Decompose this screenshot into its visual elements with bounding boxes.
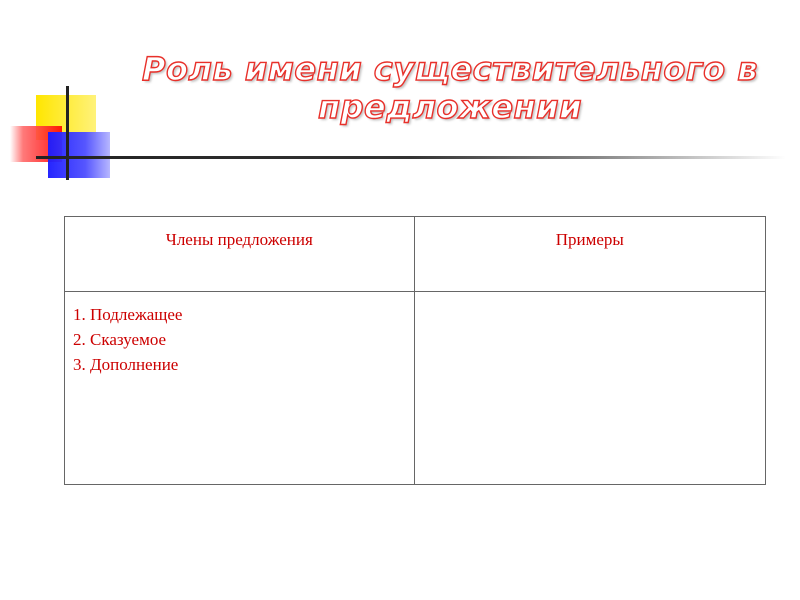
vertical-rule-decoration (66, 86, 69, 180)
blue-square-decoration (48, 132, 110, 178)
horizontal-rule-decoration (36, 156, 786, 159)
members-cell (65, 292, 415, 485)
examples-cell (414, 292, 765, 485)
table-row (65, 292, 766, 485)
slide-title-line-2: предложении (318, 88, 582, 126)
table-header-row (65, 217, 766, 292)
sentence-members-table (64, 216, 766, 485)
header-cell-examples (414, 217, 765, 292)
header-examples-label: Примеры (555, 230, 624, 249)
list-item-object: 3. Дополнение (73, 355, 179, 374)
members-list (65, 292, 414, 377)
slide-title (110, 50, 790, 126)
slide-title-line-1: Роль имени существительного в (142, 50, 758, 88)
header-cell-members (65, 217, 415, 292)
list-item-predicate: 2. Сказуемое (73, 330, 167, 349)
list-item-subject: 1. Подлежащее (73, 305, 183, 324)
header-members-label: Члены предложения (165, 230, 313, 249)
